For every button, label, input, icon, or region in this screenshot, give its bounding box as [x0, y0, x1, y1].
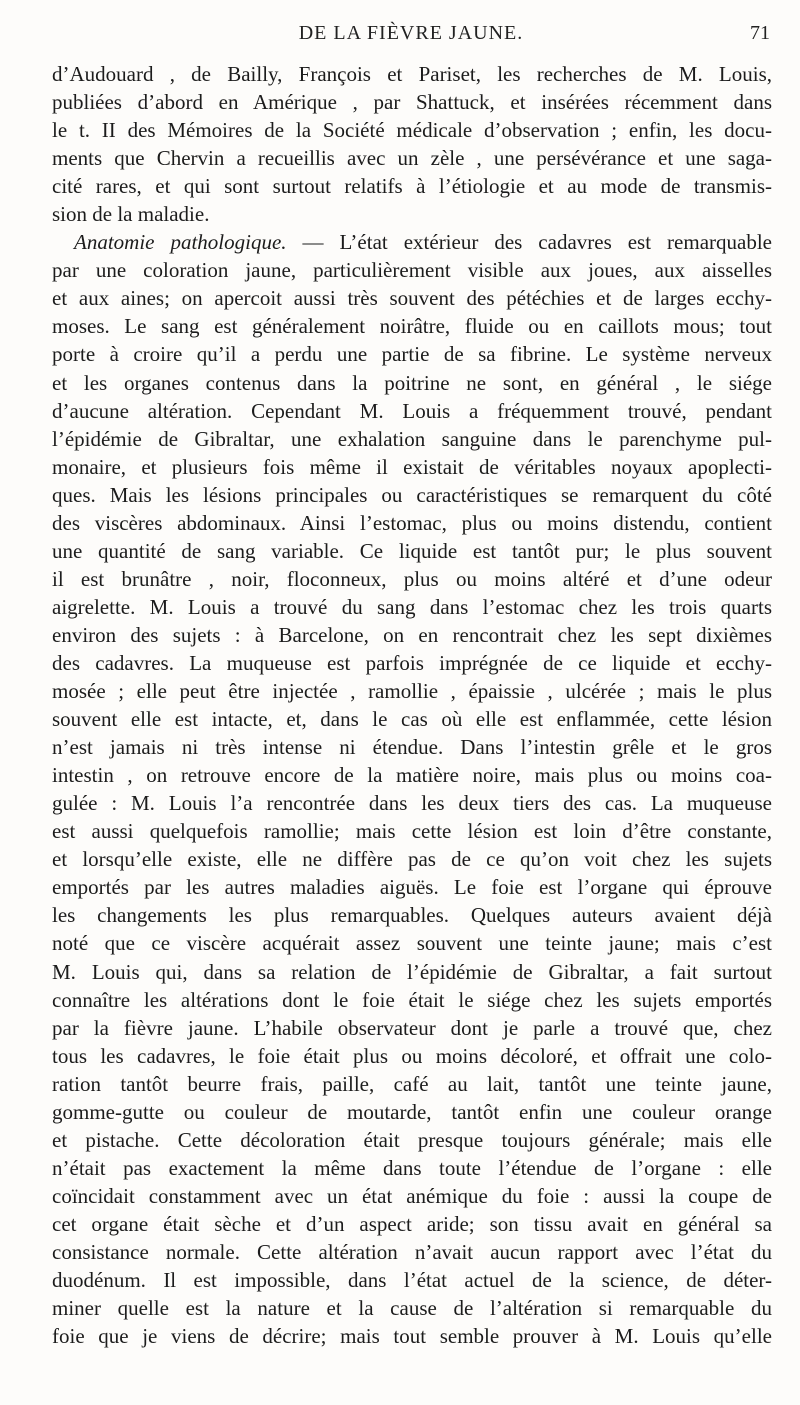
text-line: sion de la maladie.: [52, 202, 210, 227]
text-line: duodénum. Il est impossible, dans l’état actuel de la science, de déter-: [52, 1268, 772, 1293]
text-line: n’était pas exactement la même dans toute l’étendue de l’organe : elle: [52, 1155, 772, 1180]
text-line: ques. Mais les lésions principales ou caractéristiques se remarquent du côté: [52, 482, 772, 507]
text-line: des viscères abdominaux. Ainsi l’estomac, plus ou moins distendu, contient: [52, 510, 772, 535]
page-number: 71: [750, 22, 770, 44]
text-line: aigrelette. M. Louis a trouvé du sang dans l’estomac chez les trois quarts: [52, 594, 772, 619]
text-line: consistance normale. Cette altération n’avait aucun rapport avec l’état du: [52, 1239, 772, 1264]
text-line: des cadavres. La muqueuse est parfois imprégnée de ce liquide et ecchy-: [52, 650, 772, 675]
running-head: [52, 22, 770, 52]
text-line: cité rares, et qui sont surtout relatifs à l’étiologie et au mode de transmis-: [52, 174, 772, 199]
text-line: et pistache. Cette décoloration était presque toujours générale; mais elle: [52, 1127, 772, 1152]
text-line: connaître les altérations dont le foie était le siége chez les sujets emportés: [52, 987, 772, 1012]
text-line: par une coloration jaune, particulièrement visible aux joues, aux aisselles: [52, 258, 772, 283]
text-line: ration tantôt beurre frais, paille, café au lait, tantôt une teinte jaune,: [52, 1071, 772, 1096]
text-line: n’est jamais ni très intense ni étendue. Dans l’intestin grêle et le gros: [52, 735, 772, 760]
section-heading: Anatomie pathologique.: [74, 230, 287, 255]
text-line: gulée : M. Louis l’a rencontrée dans les deux tiers des cas. La muqueuse: [52, 791, 772, 816]
text-line: l’épidémie de Gibraltar, une exhalation sanguine dans le parenchyme pul-: [52, 426, 772, 451]
text-line: le t. II des Mémoires de la Société médicale d’observation ; enfin, les docu-: [52, 118, 772, 143]
text-line: monaire, et plusieurs fois même il existait de véritables noyaux apoplecti-: [52, 454, 772, 479]
text-line: miner quelle est la nature et la cause de l’altération si remarquable du: [52, 1296, 772, 1321]
text-line: ments que Chervin a recueillis avec un zèle , une persévérance et une saga-: [52, 146, 772, 171]
text-line: coïncidait constamment avec un état anémique du foie : aussi la coupe de: [52, 1183, 772, 1208]
text-line: M. Louis qui, dans sa relation de l’épidémie de Gibraltar, a fait surtout: [52, 959, 772, 984]
text-line: mosée ; elle peut être injectée , ramollie , épaissie , ulcérée ; mais le plus: [52, 679, 772, 704]
text-line: d’Audouard , de Bailly, François et Pariset, les recherches de M. Louis,: [52, 62, 772, 86]
text-line: emportés par les autres maladies aiguës. Le foie est l’organe qui éprouve: [52, 875, 772, 900]
text-line: par la fièvre jaune. L’habile observateur dont je parle a trouvé que, chez: [52, 1015, 772, 1040]
text-line: et les organes contenus dans la poitrine ne sont, en général , le siége: [52, 370, 772, 395]
text-line: est aussi quelquefois ramollie; mais cette lésion est loin d’être constante,: [52, 819, 772, 844]
text-span: — L’état extérieur des cadavres est remarquable: [286, 230, 772, 255]
running-title: DE LA FIÈVRE JAUNE.: [298, 22, 524, 44]
text-line: foie que je viens de décrire; mais tout semble prouver à M. Louis qu’elle: [52, 1324, 772, 1349]
text-line: et aux aines; on apercoit aussi très souvent des pétéchies et de larges ecchy-: [52, 286, 772, 311]
section-paragraph-start: [52, 228, 772, 256]
text-line: tous les cadavres, le foie était plus ou moins décoloré, et offrait une colo-: [52, 1043, 772, 1068]
text-line: environ des sujets : à Barcelone, on en rencontrait chez les sept dixièmes: [52, 622, 772, 647]
text-line: porte à croire qu’il a perdu une partie de sa fibrine. Le système nerveux: [52, 342, 772, 367]
body-text: [52, 60, 772, 1350]
text-line: gomme-gutte ou couleur de moutarde, tantôt enfin une couleur orange: [52, 1099, 772, 1124]
text-line: les changements les plus remarquables. Quelques auteurs avaient déjà: [52, 903, 772, 928]
text-line: moses. Le sang est généralement noirâtre, fluide ou en caillots mous; tout: [52, 314, 772, 339]
text-line: une quantité de sang variable. Ce liquide est tantôt pur; le plus souvent: [52, 538, 772, 563]
text-line: intestin , on retrouve encore de la matière noire, mais plus ou moins coa-: [52, 763, 772, 788]
text-line: noté que ce viscère acquérait assez souvent une teinte jaune; mais c’est: [52, 931, 772, 956]
text-line: souvent elle est intacte, et, dans le cas où elle est enflammée, cette lésion: [52, 707, 772, 732]
text-line: publiées d’abord en Amérique , par Shattuck, et insérées récemment dans: [52, 90, 772, 115]
text-line: d’aucune altération. Cependant M. Louis a fréquemment trouvé, pendant: [52, 398, 772, 423]
text-line: et lorsqu’elle existe, elle ne diffère pas de ce qu’on voit chez les sujets: [52, 847, 772, 872]
text-line: cet organe était sèche et d’un aspect aride; son tissu avait en général sa: [52, 1211, 772, 1236]
text-line: il est brunâtre , noir, floconneux, plus ou moins altéré et d’une odeur: [52, 566, 772, 591]
